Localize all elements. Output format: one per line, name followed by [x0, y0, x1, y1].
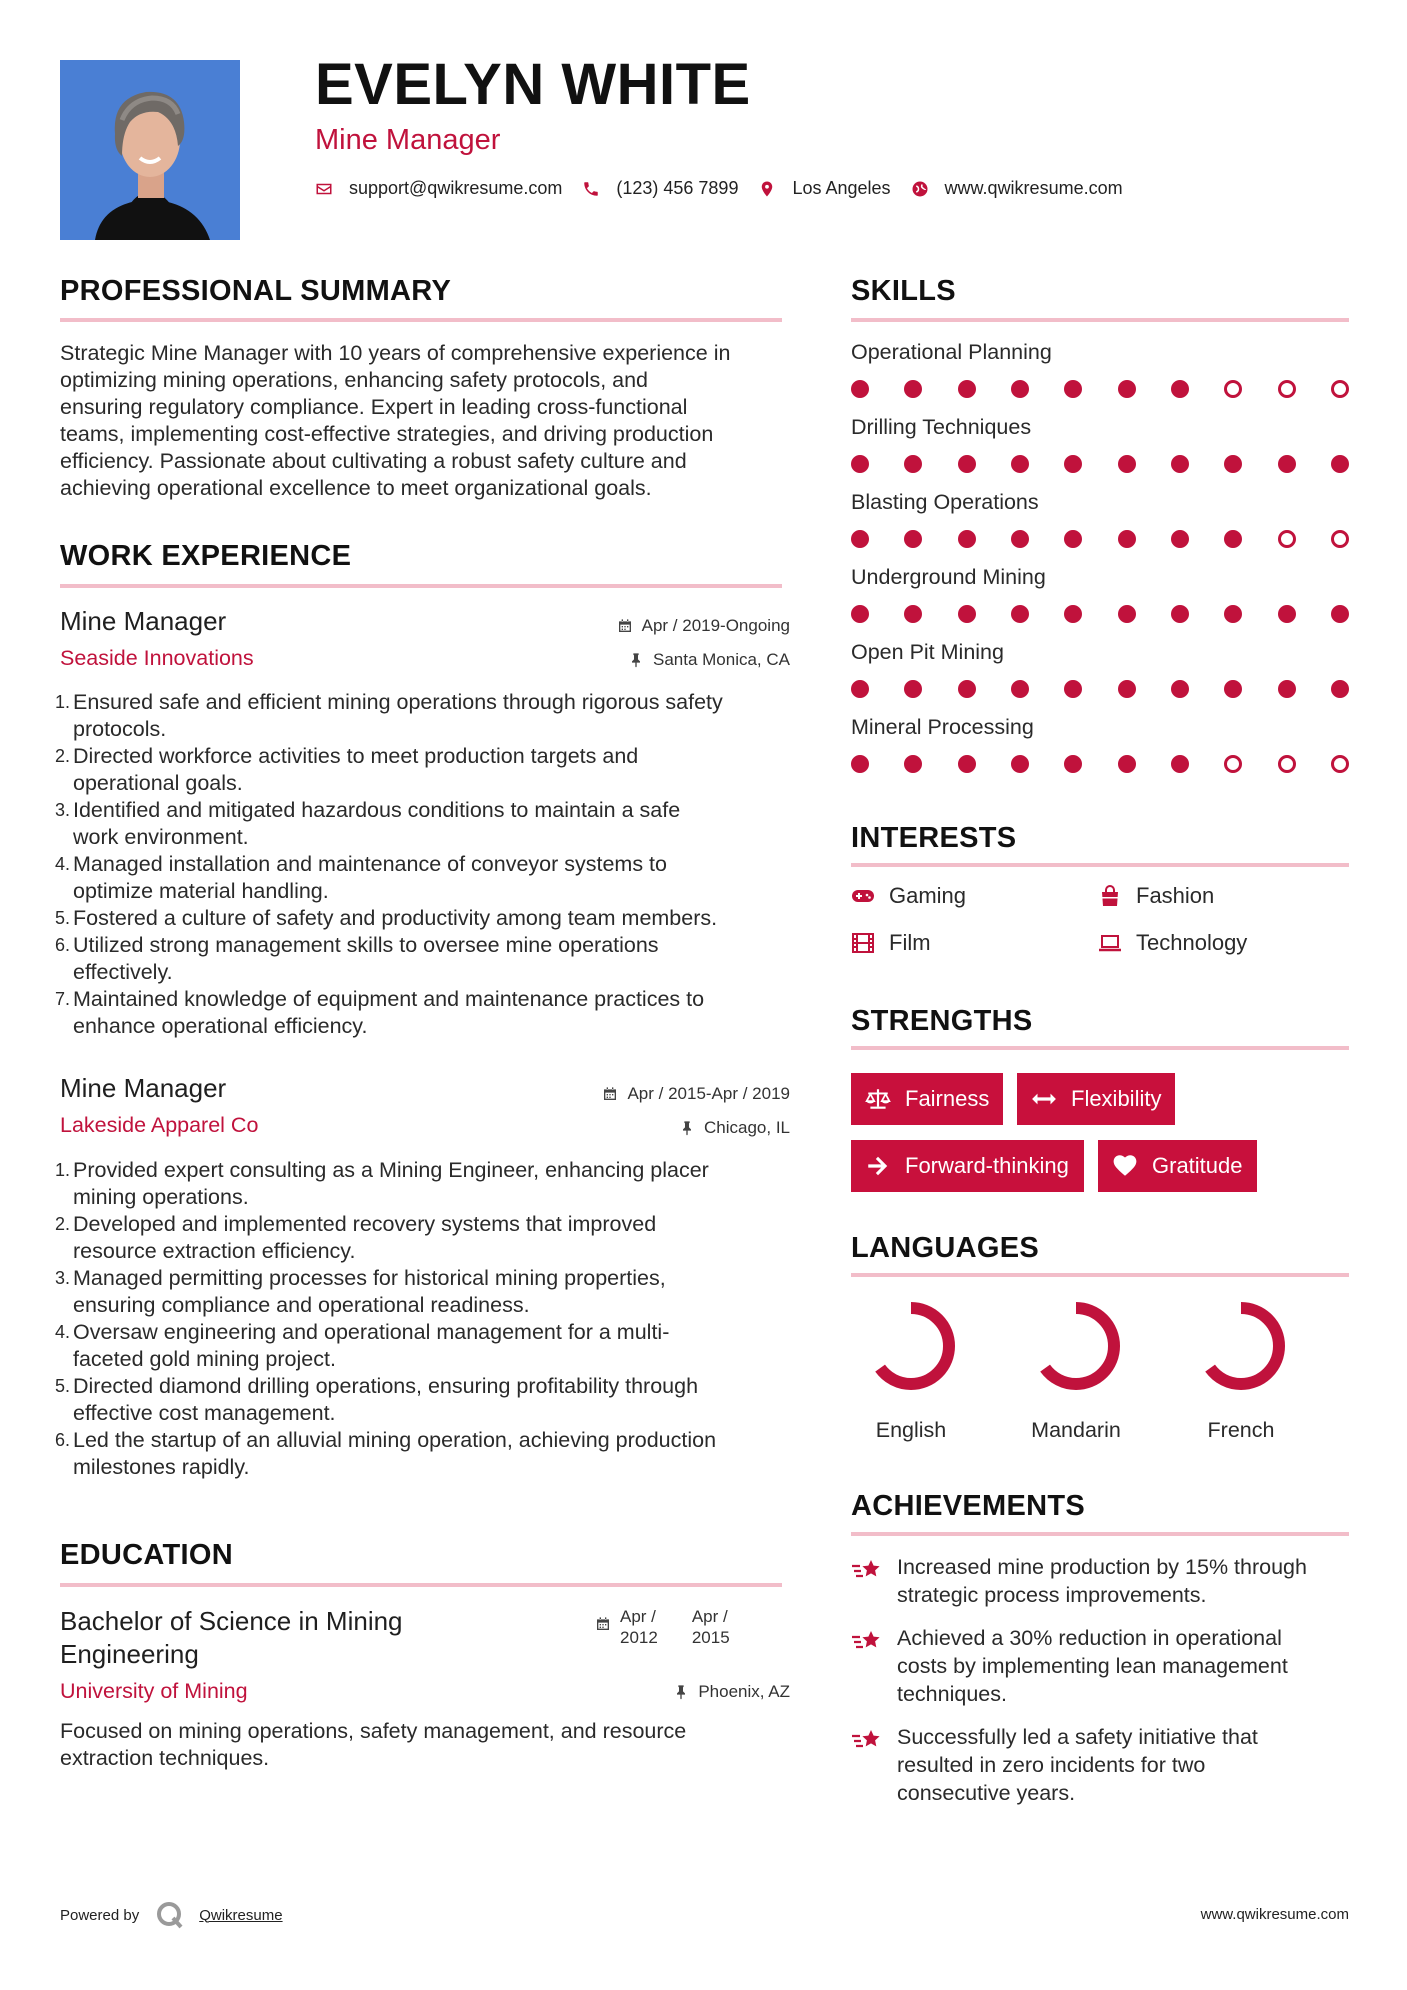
rating-dot-filled: [904, 530, 922, 548]
rating-dot-filled: [1171, 605, 1189, 623]
rating-dot-filled: [1064, 680, 1082, 698]
rating-dot-filled: [851, 455, 869, 473]
summary-line: Strategic Mine Manager with 10 years of comprehensive experience in: [60, 341, 731, 365]
rating-dot-filled: [1011, 530, 1029, 548]
job-bullets: [55, 689, 795, 1040]
interest-label: Fashion: [1136, 883, 1215, 908]
job-location: [628, 650, 790, 670]
achievements-divider: [851, 1532, 1349, 1536]
candidate-name: EVELYN WHITE: [315, 52, 751, 117]
list-item: [55, 932, 795, 986]
shooting-star-icon: [851, 1557, 883, 1585]
qwikresume-logo-icon: [155, 1900, 185, 1930]
education-heading: EDUCATION: [60, 1539, 233, 1571]
rating-dot-filled: [1011, 605, 1029, 623]
bullet-line: Managed permitting processes for historical mining properties,: [73, 1266, 666, 1290]
summary-line: teams, implementing cost-effective strategies, and driving production: [60, 422, 714, 446]
rating-dot-empty: [1331, 380, 1349, 398]
strength-tag-gratitude: [1098, 1140, 1257, 1192]
rating-dot-filled: [1224, 680, 1242, 698]
rating-dot-filled: [1331, 455, 1349, 473]
language-level-ring: [1195, 1300, 1287, 1392]
bullet-line: enhance operational efficiency.: [73, 1014, 368, 1038]
profile-photo-image: [60, 60, 240, 240]
school-name: University of Mining: [60, 1679, 248, 1703]
calendar-icon: [602, 1086, 618, 1102]
skill-name: Underground Mining: [851, 565, 1046, 589]
list-number: 2.: [55, 746, 71, 766]
candidate-title: Mine Manager: [315, 124, 501, 156]
languages-divider: [851, 1273, 1349, 1277]
skill-rating: [851, 455, 1349, 475]
achievement-line: consecutive years.: [897, 1781, 1076, 1805]
bullet-line: Ensured safe and efficient mining operations through rigorous safety: [73, 690, 723, 714]
rating-dot-filled: [904, 380, 922, 398]
rating-dot-filled: [1278, 605, 1296, 623]
bullet-line: effective cost management.: [73, 1401, 336, 1425]
language-item: [1166, 1300, 1316, 1443]
envelope-icon: [315, 180, 333, 198]
bullet-line: Maintained knowledge of equipment and maintenance practices to: [73, 987, 705, 1011]
interest-label: Gaming: [889, 883, 967, 908]
job-title: Mine Manager: [60, 606, 227, 636]
achievement-line: strategic process improvements.: [897, 1583, 1207, 1607]
rating-dot-filled: [1171, 530, 1189, 548]
strength-label: Forward-thinking: [905, 1153, 1069, 1178]
education-start-month: Apr /: [620, 1607, 656, 1626]
rating-dot-filled: [904, 755, 922, 773]
rating-dot-filled: [1118, 380, 1136, 398]
list-number: 1.: [55, 1160, 71, 1180]
language-level-arc: [1038, 1308, 1114, 1384]
list-item: [55, 1265, 795, 1319]
bullet-line: Directed workforce activities to meet production targets and: [73, 744, 639, 768]
list-number: 2.: [55, 1214, 71, 1234]
footer-website[interactable]: www.qwikresume.com: [1200, 1906, 1349, 1923]
language-level-ring: [865, 1300, 957, 1392]
gamepad-icon: [851, 884, 875, 908]
rating-dot-filled: [904, 455, 922, 473]
skill-name: Open Pit Mining: [851, 640, 1004, 664]
degree-title: [60, 1605, 403, 1671]
laptop-icon: [1098, 931, 1122, 955]
summary-line: efficiency. Passionate about cultivating a robust safety culture and: [60, 449, 687, 473]
bullet-line: milestones rapidly.: [73, 1455, 250, 1479]
shooting-star-icon: [851, 1727, 883, 1755]
interest-label: Film: [889, 930, 931, 955]
achievement-line: Increased mine production by 15% through: [897, 1555, 1307, 1579]
rating-dot-filled: [1171, 380, 1189, 398]
calendar-icon: [617, 618, 633, 634]
pushpin-icon: [673, 1684, 689, 1700]
bullet-line: protocols.: [73, 717, 167, 741]
rating-dot-empty: [1224, 380, 1242, 398]
company-name: Lakeside Apparel Co: [60, 1113, 259, 1137]
job-date-text: Apr / 2019-Ongoing: [641, 616, 790, 635]
calendar-icon: [595, 1616, 611, 1632]
achievement-line: techniques.: [897, 1682, 1007, 1706]
achievement-line: Achieved a 30% reduction in operational: [897, 1626, 1282, 1650]
education-end: [692, 1606, 730, 1648]
contact-website[interactable]: [911, 178, 1123, 199]
list-item: [55, 1211, 795, 1265]
rating-dot-empty: [1278, 530, 1296, 548]
skills-divider: [851, 318, 1349, 322]
rating-dot-filled: [958, 605, 976, 623]
list-item: [55, 1427, 795, 1481]
rating-dot-filled: [1064, 530, 1082, 548]
rating-dot-filled: [1064, 755, 1082, 773]
strengths-heading: STRENGTHS: [851, 1005, 1033, 1037]
skill-name: Operational Planning: [851, 340, 1052, 364]
powered-by-text: Powered by: [60, 1906, 140, 1924]
rating-dot-filled: [958, 380, 976, 398]
degree-line: Engineering: [60, 1639, 199, 1669]
skill-rating: [851, 530, 1349, 550]
job-date: [602, 1084, 790, 1104]
experience-heading: WORK EXPERIENCE: [60, 540, 352, 572]
skill-rating: [851, 605, 1349, 625]
map-pin-icon: [758, 180, 776, 198]
education-description: [60, 1718, 800, 1772]
education-desc-line: Focused on mining operations, safety management, and resource: [60, 1719, 687, 1743]
rating-dot-filled: [1118, 455, 1136, 473]
arrow-right-icon: [865, 1153, 891, 1179]
language-level-arc: [873, 1308, 949, 1384]
rating-dot-filled: [851, 530, 869, 548]
education-end-month: Apr /: [691, 1607, 728, 1626]
interest-gaming: [851, 883, 966, 909]
summary-line: achieving operational excellence to meet organizational goals.: [60, 476, 652, 500]
heart-icon: [1112, 1153, 1138, 1179]
bullet-line: Led the startup of an alluvial mining operation, achieving production: [73, 1428, 717, 1452]
list-number: 7.: [55, 989, 71, 1009]
interests-heading: INTERESTS: [851, 822, 1017, 854]
list-item: [55, 797, 795, 851]
rating-dot-filled: [851, 380, 869, 398]
achievement-line: Successfully led a safety initiative that: [897, 1725, 1258, 1749]
list-item: [55, 1373, 795, 1427]
education-end-year: 2015: [691, 1628, 730, 1647]
contact-phone[interactable]: [582, 178, 738, 199]
education-desc-line: extraction techniques.: [60, 1746, 270, 1770]
skill-name: Drilling Techniques: [851, 415, 1032, 439]
strength-label: Flexibility: [1071, 1086, 1162, 1111]
list-number: 4.: [55, 1322, 71, 1342]
strength-tag-fairness: [851, 1073, 1003, 1125]
rating-dot-filled: [1224, 530, 1242, 548]
bullet-line: Identified and mitigated hazardous conditions to maintain a safe: [73, 798, 681, 822]
achievement-line: resulted in zero incidents for two: [897, 1753, 1206, 1777]
bullet-line: Utilized strong management skills to oversee mine operations: [73, 933, 659, 957]
summary-text: [60, 340, 790, 502]
rating-dot-filled: [1118, 530, 1136, 548]
summary-line: optimizing mining operations, enhancing safety protocols, and: [60, 368, 649, 392]
summary-heading: PROFESSIONAL SUMMARY: [60, 275, 452, 307]
bullet-line: ensuring compliance and operational readiness.: [73, 1293, 530, 1317]
rating-dot-filled: [958, 680, 976, 698]
rating-dot-filled: [851, 605, 869, 623]
rating-dot-filled: [958, 755, 976, 773]
list-item: [55, 851, 795, 905]
rating-dot-filled: [1224, 455, 1242, 473]
job-location-text: Santa Monica, CA: [652, 650, 790, 669]
rating-dot-empty: [1224, 755, 1242, 773]
rating-dot-filled: [1064, 380, 1082, 398]
rating-dot-filled: [1118, 605, 1136, 623]
education-location-text: Phoenix, AZ: [698, 1682, 790, 1701]
bullet-line: resource extraction efficiency.: [73, 1239, 356, 1263]
bullet-line: Oversaw engineering and operational management for a multi-: [73, 1320, 670, 1344]
pushpin-icon: [628, 652, 644, 668]
rating-dot-empty: [1331, 755, 1349, 773]
language-level-arc: [1203, 1308, 1279, 1384]
achievements-heading: ACHIEVEMENTS: [851, 1490, 1086, 1522]
shooting-star-icon: [851, 1628, 883, 1656]
rating-dot-filled: [1278, 455, 1296, 473]
phone-icon: [582, 180, 600, 198]
education-location: [673, 1682, 790, 1702]
rating-dot-filled: [1331, 605, 1349, 623]
rating-dot-empty: [1278, 380, 1296, 398]
rating-dot-filled: [1224, 605, 1242, 623]
list-item: [55, 986, 795, 1040]
rating-dot-filled: [1011, 455, 1029, 473]
skill-rating: [851, 380, 1349, 400]
strength-label: Fairness: [905, 1086, 990, 1111]
languages-heading: LANGUAGES: [851, 1232, 1039, 1264]
rating-dot-filled: [1011, 680, 1029, 698]
list-number: 5.: [55, 908, 71, 928]
experience-divider: [60, 584, 782, 588]
balance-scale-icon: [865, 1086, 891, 1112]
strength-tag-forward-thinking: [851, 1140, 1084, 1192]
achievement-text: [897, 1624, 1288, 1708]
bullet-line: effectively.: [73, 960, 173, 984]
strength-label: Gratitude: [1152, 1153, 1243, 1178]
summary-line: ensuring regulatory compliance. Expert in leading cross-functional: [60, 395, 688, 419]
contact-email-text: support@qwikresume.com: [349, 178, 563, 198]
interest-fashion: [1098, 883, 1214, 909]
job-bullets: [55, 1157, 795, 1481]
achievement-item: [851, 1553, 1351, 1609]
language-item: [836, 1300, 986, 1443]
skill-rating: [851, 680, 1349, 700]
rating-dot-filled: [1118, 755, 1136, 773]
interest-label: Technology: [1136, 930, 1248, 955]
list-item: [55, 1157, 795, 1211]
list-item: [55, 743, 795, 797]
rating-dot-filled: [1278, 680, 1296, 698]
rating-dot-filled: [1064, 605, 1082, 623]
arrows-horizontal-icon: [1031, 1086, 1057, 1112]
achievement-item: [851, 1723, 1351, 1807]
list-number: 4.: [55, 854, 71, 874]
list-number: 3.: [55, 800, 71, 820]
job-location: [679, 1118, 790, 1138]
degree-line: Bachelor of Science in Mining: [60, 1606, 403, 1636]
achievement-text: [897, 1723, 1258, 1807]
bullet-line: operational goals.: [73, 771, 243, 795]
education-divider: [60, 1583, 782, 1587]
bullet-line: optimize material handling.: [73, 879, 329, 903]
brand-link[interactable]: Qwikresume: [199, 1906, 283, 1924]
list-item: [55, 689, 795, 743]
achievement-text: [897, 1553, 1307, 1609]
bullet-line: work environment.: [73, 825, 249, 849]
achievement-item: [851, 1624, 1351, 1708]
contact-location: [758, 178, 890, 199]
list-number: 6.: [55, 1430, 71, 1450]
rating-dot-filled: [1331, 680, 1349, 698]
interests-divider: [851, 863, 1349, 867]
list-item: [55, 905, 795, 932]
contact-website-text: www.qwikresume.com: [944, 178, 1123, 198]
list-item: [55, 1319, 795, 1373]
bullet-line: Directed diamond drilling operations, ensuring profitability through: [73, 1374, 699, 1398]
company-name: Seaside Innovations: [60, 646, 254, 670]
contact-bar: [315, 178, 1143, 199]
rating-dot-filled: [851, 755, 869, 773]
skill-name: Mineral Processing: [851, 715, 1034, 739]
rating-dot-empty: [1278, 755, 1296, 773]
rating-dot-filled: [1011, 380, 1029, 398]
strengths-divider: [851, 1046, 1349, 1050]
rating-dot-filled: [1011, 755, 1029, 773]
list-number: 6.: [55, 935, 71, 955]
language-name: French: [1207, 1418, 1275, 1442]
skill-rating: [851, 755, 1349, 775]
rating-dot-filled: [1171, 680, 1189, 698]
bullet-line: Managed installation and maintenance of conveyor systems to: [73, 852, 667, 876]
shopping-bag-icon: [1098, 884, 1122, 908]
footer-powered-by: [60, 1900, 283, 1930]
bullet-line: faceted gold mining project.: [73, 1347, 336, 1371]
rating-dot-empty: [1331, 530, 1349, 548]
job-date-text: Apr / 2015-Apr / 2019: [627, 1084, 790, 1103]
bullet-line: mining operations.: [73, 1185, 249, 1209]
summary-divider: [60, 318, 782, 322]
contact-location-text: Los Angeles: [792, 178, 891, 198]
interest-technology: [1098, 930, 1247, 956]
language-name: Mandarin: [1031, 1418, 1121, 1442]
job-location-text: Chicago, IL: [704, 1118, 790, 1137]
rating-dot-filled: [1064, 455, 1082, 473]
rating-dot-filled: [958, 530, 976, 548]
rating-dot-filled: [1171, 755, 1189, 773]
language-level-ring: [1030, 1300, 1122, 1392]
language-item: [1001, 1300, 1151, 1443]
list-number: 5.: [55, 1376, 71, 1396]
contact-phone-text: (123) 456 7899: [616, 178, 739, 198]
pushpin-icon: [679, 1120, 695, 1136]
interest-film: [851, 930, 931, 956]
list-number: 3.: [55, 1268, 71, 1288]
education-dates: [595, 1606, 730, 1648]
rating-dot-filled: [1171, 455, 1189, 473]
rating-dot-filled: [958, 455, 976, 473]
rating-dot-filled: [904, 680, 922, 698]
profile-photo: [60, 60, 240, 240]
education-start: [620, 1606, 658, 1648]
education-start-year: 2012: [620, 1628, 658, 1647]
rating-dot-filled: [851, 680, 869, 698]
job-title: Mine Manager: [60, 1073, 227, 1103]
bullet-line: Provided expert consulting as a Mining Engineer, enhancing placer: [73, 1158, 709, 1182]
globe-icon: [911, 180, 929, 198]
rating-dot-filled: [1118, 680, 1136, 698]
job-date: [617, 616, 790, 636]
film-icon: [851, 931, 875, 955]
bullet-line: Developed and implemented recovery systems that improved: [73, 1212, 657, 1236]
language-name: English: [875, 1418, 947, 1442]
skill-name: Blasting Operations: [851, 490, 1039, 514]
list-number: 1.: [55, 692, 71, 712]
bullet-line: Fostered a culture of safety and productivity among team members.: [73, 906, 718, 930]
skills-heading: SKILLS: [851, 275, 956, 307]
contact-email[interactable]: [315, 178, 562, 199]
rating-dot-filled: [904, 605, 922, 623]
achievement-line: costs by implementing lean management: [897, 1654, 1288, 1678]
strength-tag-flexibility: [1017, 1073, 1175, 1125]
